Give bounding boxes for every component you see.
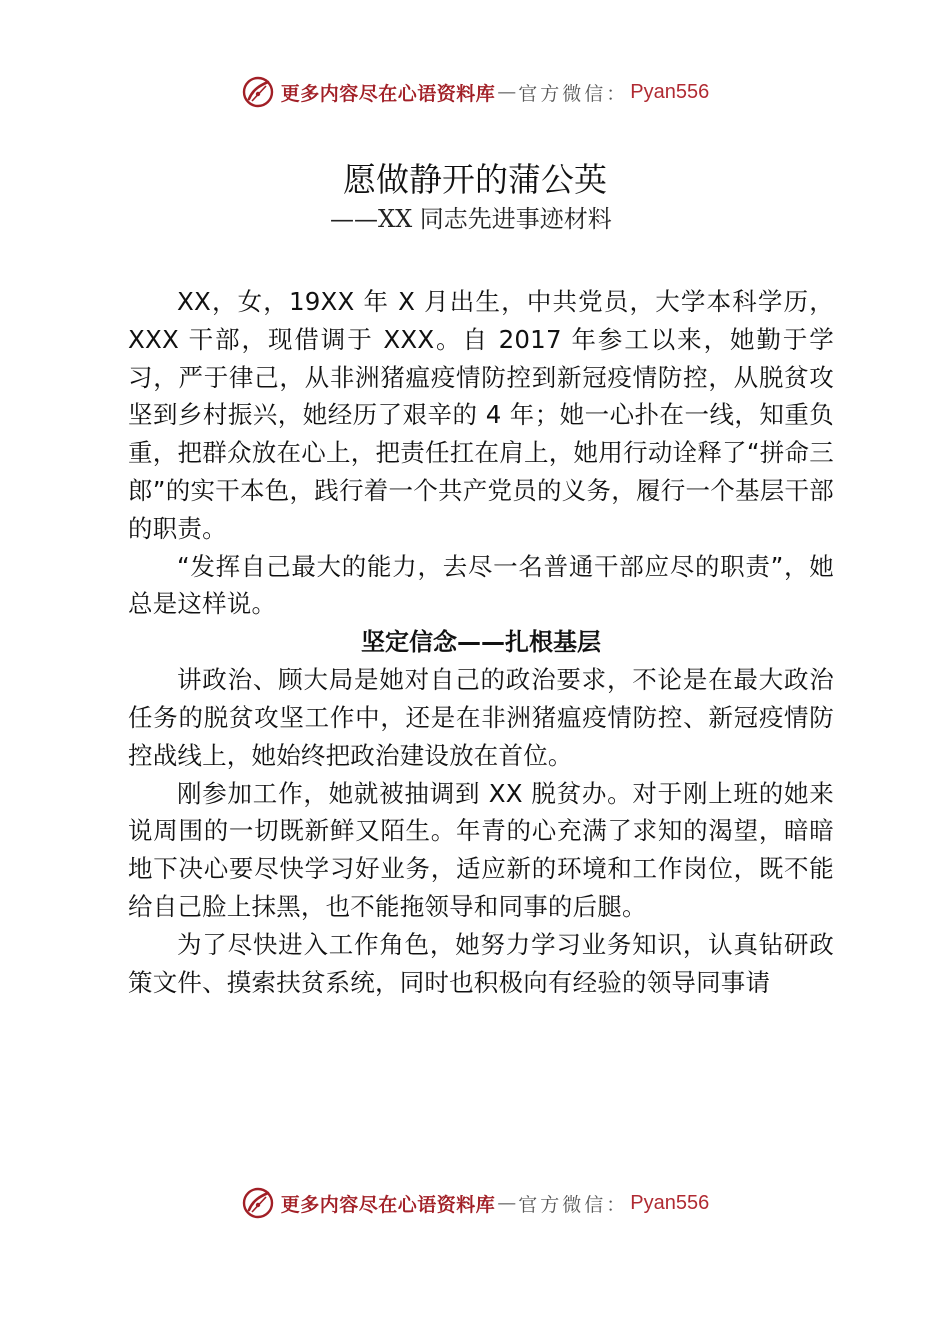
separator-dash: — (497, 1192, 517, 1214)
section-heading: 坚定信念——扎根基层 (361, 628, 601, 657)
wechat-label: 官方微信： (518, 82, 629, 105)
wechat-id: Pyan556 (630, 1191, 710, 1214)
pen-logo-icon (241, 75, 275, 109)
header-watermark (0, 72, 950, 112)
brand-text: 更多内容尽在心语资料库 (280, 1193, 496, 1216)
separator-dash: — (497, 81, 517, 103)
document-subtitle: ——XX 同志先进事迹材料 (330, 205, 612, 233)
footer-watermark (0, 1183, 950, 1223)
section-paragraph-3: 为了尽快进入工作角色，她努力学习业务知识，认真钻研政策文件、摸索扶贫系统，同时也积极向有经验的领导同事请 (128, 929, 834, 997)
document-title: 愿做静开的蒲公英 (343, 160, 607, 199)
brand-text: 更多内容尽在心语资料库 (280, 82, 496, 105)
document-body (128, 283, 834, 1001)
wechat-label: 官方微信： (518, 1193, 629, 1216)
pen-logo-icon (241, 1186, 275, 1220)
intro-paragraph-2: “发挥自己最大的能力，去尽一名普通干部应尽的职责”，她总是这样说。 (128, 551, 834, 619)
section-paragraph-2: 刚参加工作，她就被抽调到 XX 脱贫办。对于刚上班的她来说周围的一切既新鲜又陌生。年青的心充满了求知的渴望，暗暗地下决心要尽快学习好业务，适应新的环境和工作岗位，既不能给自己脸上抹黑，也不能拖领导和同事的后腿。 (128, 778, 834, 921)
section-paragraph-1: 讲政治、顾大局是她对自己的政治要求，不论是在最大政治任务的脱贫攻坚工作中，还是在非洲猪瘟疫情防控、新冠疫情防控战线上，她始终把政治建设放在首位。 (128, 665, 834, 770)
wechat-id: Pyan556 (630, 80, 710, 103)
intro-paragraph-1: XX，女，19XX 年 X 月出生，中共党员，大学本科学历，XXX 干部，现借调于 XXX。自 2017 年参工以来，她勤于学习，严于律己，从非洲猪瘟疫情防控到新冠疫情防控，从脱贫攻坚到乡村振兴，她经历了艰辛的 4 年；她一心扑在一线，知重负重，把群众放在心上，把责任扛在肩上，她用行动诠释了“拼命三郎”的实干本色，践行着一个共产党员的义务，履行一个基层干部的职责。 (128, 287, 834, 543)
